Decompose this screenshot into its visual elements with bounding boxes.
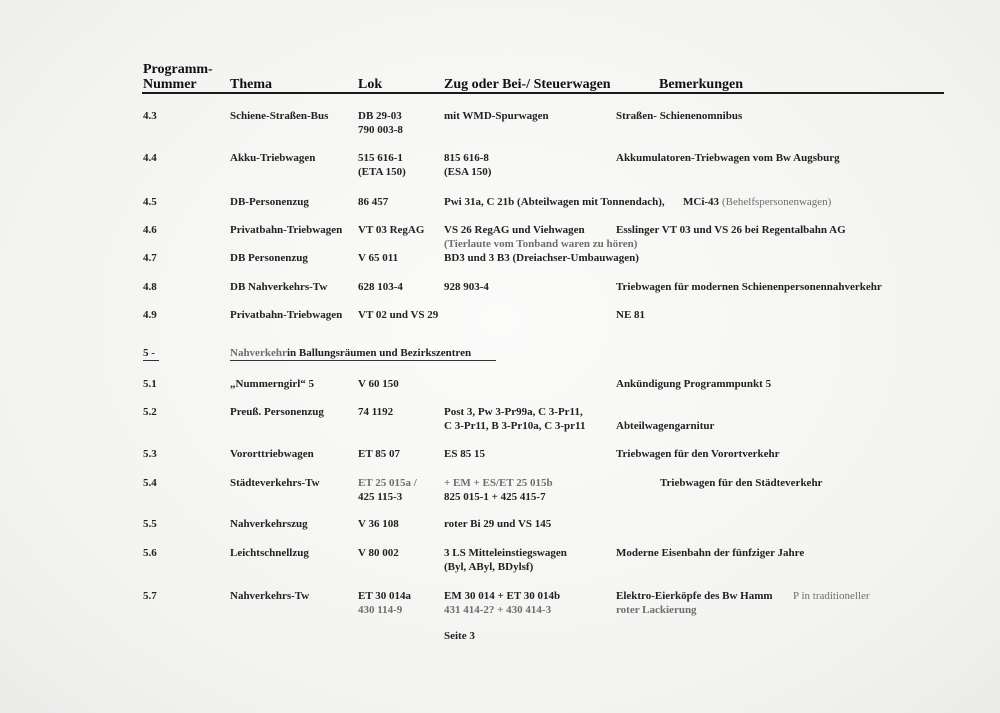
section-5-nr-underline	[143, 360, 159, 361]
row-5-6-zug2: (Byl, AByl, BDylsf)	[444, 561, 534, 573]
row-4-7-zug1: BD3 und 3 B3 (Dreiachser-Umbauwagen)	[444, 252, 639, 264]
row-4-6-zug1: VS 26 RegAG und Viehwagen	[444, 224, 585, 236]
row-4-8-nr: 4.8	[143, 281, 157, 293]
row-5-1-bem1: Ankündigung Programmpunkt 5	[616, 378, 772, 390]
row-5-5-lok1: V 36 108	[358, 518, 399, 530]
row-5-4-thema: Städteverkehrs-Tw	[230, 477, 320, 489]
row-4-4-zug1: 815 616-8	[444, 152, 489, 164]
row-4-9-nr: 4.9	[143, 309, 157, 321]
header-zug: Zug oder Bei-/ Steuerwagen	[444, 77, 611, 92]
row-4-5-zug1: Pwi 31a, C 21b (Abteilwagen mit Tonnendach),	[444, 196, 665, 208]
row-4-4-lok2: (ETA 150)	[358, 166, 406, 178]
row-4-3-lok1: DB 29-03	[358, 110, 402, 122]
row-5-7-bem2: roter Lackierung	[616, 604, 697, 616]
row-4-3-nr: 4.3	[143, 110, 157, 122]
row-4-8-lok1: 628 103-4	[358, 281, 403, 293]
row-5-6-thema: Leichtschnellzug	[230, 547, 309, 559]
row-4-4-lok1: 515 616-1	[358, 152, 403, 164]
row-5-1-thema: „Nummerngirl“ 5	[230, 378, 315, 390]
row-4-6-nr: 4.6	[143, 224, 157, 236]
row-5-3-bem1: Triebwagen für den Vorortverkehr	[616, 448, 780, 460]
row-5-2-bem2: Abteilwagengarnitur	[616, 420, 715, 432]
row-5-7-zug1: EM 30 014 + ET 30 014b	[444, 590, 561, 602]
row-4-9-thema: Privatbahn-Triebwagen	[230, 309, 343, 321]
row-5-6-nr: 5.6	[143, 547, 157, 559]
row-4-4-bem1: Akkumulatoren-Triebwagen vom Bw Augsburg	[616, 152, 840, 164]
row-5-6-lok1: V 80 002	[358, 547, 399, 559]
row-5-7-bem1-faded: P in traditioneller	[793, 590, 870, 602]
section-5-title-underlined: Nahverkehr	[230, 347, 287, 359]
page-number: Seite 3	[444, 630, 475, 642]
row-5-2-thema: Preuß. Personenzug	[230, 406, 324, 418]
row-4-5-thema: DB-Personenzug	[230, 196, 309, 208]
row-5-7-zug2: 431 414-2? + 430 414-3	[444, 604, 552, 616]
header-thema: Thema	[230, 77, 272, 92]
row-5-7-nr: 5.7	[143, 590, 157, 602]
row-4-3-bem1: Straßen- Schienenomnibus	[616, 110, 743, 122]
row-5-4-bem1: Triebwagen für den Städteverkehr	[660, 477, 823, 489]
row-4-3-thema: Schiene-Straßen-Bus	[230, 110, 329, 122]
row-4-4-thema: Akku-Triebwagen	[230, 152, 316, 164]
header-nr-line2: Nummer	[143, 77, 197, 92]
row-5-7-bem1: Elektro-Eierköpfe des Bw Hamm	[616, 590, 773, 602]
row-5-4-lok1: ET 25 015a /	[358, 477, 417, 489]
row-5-5-nr: 5.5	[143, 518, 157, 530]
row-5-4-lok2: 425 115-3	[358, 491, 403, 503]
header-rule	[142, 92, 944, 94]
row-4-5-bem1-faded: (Behelfspersonenwagen)	[722, 196, 832, 208]
row-5-2-lok1: 74 1192	[358, 406, 394, 418]
row-5-2-nr: 5.2	[143, 406, 157, 418]
row-4-4-zug2: (ESA 150)	[444, 166, 492, 178]
row-5-4-nr: 5.4	[143, 477, 157, 489]
row-5-7-lok2: 430 114-9	[358, 604, 403, 616]
row-5-1-lok1: V 60 150	[358, 378, 399, 390]
row-5-7-lok1: ET 30 014a	[358, 590, 411, 602]
row-4-5-bem1: MCi-43	[683, 196, 720, 208]
row-4-6-lok1: VT 03 RegAG	[358, 224, 425, 236]
row-4-3-zug1: mit WMD-Spurwagen	[444, 110, 549, 122]
section-5-title-underline	[230, 360, 496, 361]
row-5-5-thema: Nahverkehrszug	[230, 518, 308, 530]
row-4-6-bem1: Esslinger VT 03 und VS 26 bei Regentalbahn AG	[616, 224, 846, 236]
row-4-5-lok1: 86 457	[358, 196, 389, 208]
row-5-4-zug2: 825 015-1 + 425 415-7	[444, 491, 546, 503]
row-5-6-bem1: Moderne Eisenbahn der fünfziger Jahre	[616, 547, 805, 559]
row-4-7-thema: DB Personenzug	[230, 252, 308, 264]
row-4-6-zug2: (Tierlaute vom Tonband waren zu hören)	[444, 238, 638, 250]
section-5-title-rest: in Ballungsräumen und Bezirkszentren	[287, 347, 472, 359]
header-nr-line1: Programm-	[143, 62, 213, 77]
row-4-3-lok2: 790 003-8	[358, 124, 403, 136]
row-5-1-nr: 5.1	[143, 378, 157, 390]
row-5-5-zug1: roter Bi 29 und VS 145	[444, 518, 552, 530]
row-5-2-zug1: Post 3, Pw 3-Pr99a, C 3-Pr11,	[444, 406, 583, 418]
row-4-9-lok1: VT 02 und VS 29	[358, 309, 439, 321]
row-4-8-bem1: Triebwagen für modernen Schienenpersonennahverkehr	[616, 281, 882, 293]
row-5-3-nr: 5.3	[143, 448, 157, 460]
row-4-8-zug1: 928 903-4	[444, 281, 489, 293]
row-5-2-zug2: C 3-Pr11, B 3-Pr10a, C 3-pr11	[444, 420, 586, 432]
row-4-8-thema: DB Nahverkehrs-Tw	[230, 281, 328, 293]
header-bemerkungen: Bemerkungen	[659, 77, 743, 92]
row-5-3-zug1: ES 85 15	[444, 448, 485, 460]
row-4-7-nr: 4.7	[143, 252, 157, 264]
section-5-nr: 5 -	[143, 347, 155, 359]
header-lok: Lok	[358, 77, 383, 92]
row-5-7-thema: Nahverkehrs-Tw	[230, 590, 310, 602]
row-4-9-bem1: NE 81	[616, 309, 646, 321]
row-5-3-thema: Vororttriebwagen	[230, 448, 314, 460]
row-5-4-zug1: + EM + ES/ET 25 015b	[444, 477, 553, 489]
row-5-6-zug1: 3 LS Mitteleinstiegswagen	[444, 547, 567, 559]
row-4-5-nr: 4.5	[143, 196, 157, 208]
row-4-6-thema: Privatbahn-Triebwagen	[230, 224, 343, 236]
row-4-4-nr: 4.4	[143, 152, 157, 164]
row-5-3-lok1: ET 85 07	[358, 448, 400, 460]
row-4-7-lok1: V 65 011	[358, 252, 399, 264]
